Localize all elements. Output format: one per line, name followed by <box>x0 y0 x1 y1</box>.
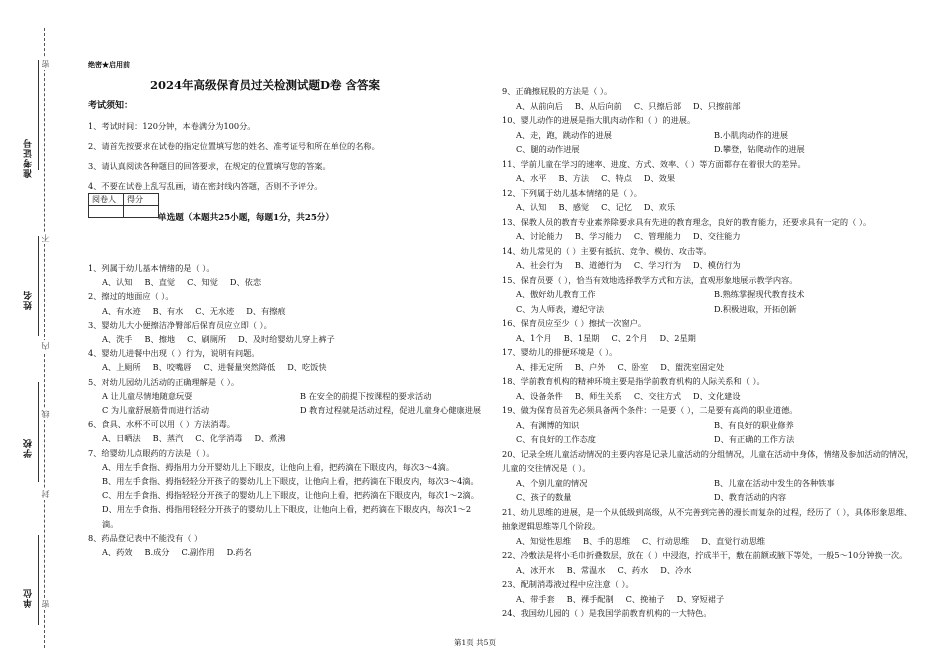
answer-option[interactable]: D、交往能力 <box>693 231 741 241</box>
option-row <box>502 287 914 302</box>
question-text: 3、婴幼儿大小便擦洁净臀部后保育员应立即（ ）。 <box>88 319 272 330</box>
question-text: 19、做为保育员首先必须具备两个条件：一是要（ ），二是要有高尚的职业道德。 <box>502 405 798 415</box>
answer-option[interactable]: C、2个月 <box>611 332 648 343</box>
answer-option[interactable]: A、日晒法 <box>102 433 141 444</box>
question-block <box>502 113 914 157</box>
answer-option[interactable]: A、知觉性思维 <box>516 535 572 546</box>
answer-option[interactable]: A、药效 <box>102 547 133 558</box>
reviewer-header: 阅卷人 <box>89 194 124 206</box>
question-block <box>502 244 914 273</box>
notice-item: 1、考试时间：120分钟，本卷满分为100分。 <box>88 121 256 131</box>
question-text: 2、擦过的地面应（ ）。 <box>88 291 174 302</box>
score-table <box>88 193 159 218</box>
answer-option[interactable]: C、记忆 <box>601 202 632 212</box>
answer-option[interactable]: B、蒸汽 <box>152 433 184 444</box>
answer-option[interactable]: D、煮沸 <box>254 433 286 444</box>
option-row <box>502 200 914 215</box>
question-block <box>88 446 483 531</box>
answer-option[interactable]: D、有正确的工作方法 <box>714 434 795 444</box>
answer-option[interactable]: D、欢乐 <box>643 202 676 212</box>
question-block <box>502 374 914 403</box>
answer-option[interactable]: D、文化建设 <box>693 390 741 401</box>
answer-option[interactable]: B、咬嘴唇 <box>152 362 192 373</box>
unit-field[interactable] <box>38 535 39 625</box>
score-header: 得分 <box>124 194 159 206</box>
question-block <box>502 577 914 606</box>
option-row <box>502 128 914 143</box>
answer-option[interactable]: B、感觉 <box>558 202 590 212</box>
answer-option[interactable]: A、社会行为 <box>516 260 563 270</box>
question-text: 18、学前教育机构的精神环境主要是指学前教育机构的人际关系和（ ）。 <box>502 376 765 386</box>
question-text: 14、幼儿常见的（ ）主要有抵抗、竞争、模仿、攻击等。 <box>502 245 712 256</box>
question-text: 7、给婴幼儿点眼药的方法是（ ）。 <box>88 447 215 458</box>
answer-option[interactable]: C 为儿童舒展筋骨而进行活动 <box>102 405 210 416</box>
notice-item: 2、请首先按要求在试卷的指定位置填写您的姓名、准考证号和所在单位的名称。 <box>88 141 380 151</box>
answer-option[interactable]: A、有水迹 <box>102 305 141 316</box>
answer-option[interactable]: B、1星期 <box>563 332 600 343</box>
answer-option[interactable]: A、设备条件 <box>516 390 563 401</box>
answer-option[interactable]: A、冰开水 <box>516 564 555 575</box>
question-text: 11、学前儿童在学习的速率、进度、方式、效率、（ ）等方面都存在着很大的差异。 <box>502 158 806 169</box>
answer-option[interactable]: C、化学消毒 <box>195 433 243 444</box>
question-text: 10、婴儿动作的进展是指大肌肉动作和（ ）的进展。 <box>502 115 696 125</box>
answer-option[interactable]: B、师生关系 <box>574 390 622 401</box>
question-block <box>502 273 914 317</box>
answer-option[interactable]: C、管理能力 <box>633 231 682 241</box>
answer-option[interactable]: D、只擦前部 <box>693 100 741 111</box>
notice-item: 3、请认真阅读各种题目的回答要求，在规定的位置填写您的答案。 <box>88 161 331 171</box>
answer-option[interactable]: D.药名 <box>226 547 252 558</box>
notice-item: 4、不要在试卷上乱写乱画，请在密封线内答题，否则不予评分。 <box>88 181 323 191</box>
option-row <box>502 142 914 157</box>
question-text: 21、幼儿思维的进展，是一个从低级到高级，从不完善到完善的漫长而复杂的过程，经历了（ ），具体形象思维、抽象逻辑思维等几个阶段。 <box>502 506 913 531</box>
exam-number-field[interactable] <box>38 60 39 170</box>
answer-option[interactable]: D、用左手食指、拇指用轻轻分开孩子的婴幼儿上下眼皮，让他向上看，把药滴在下眼皮内，每次1～2滴。 <box>102 504 472 529</box>
answer-option[interactable]: B、从后向前 <box>574 100 622 111</box>
question-text: 23、配制消毒液过程中应注意（ ）。 <box>502 579 634 589</box>
answer-option[interactable]: D、吃饭快 <box>287 362 327 373</box>
binding-margin <box>0 0 60 671</box>
question-text: 22、冷敷法是将小毛巾折叠数层，放在（ ）中浸泡，拧成半干，敷在前额或腋下等处，一般5～10分钟换一次。 <box>502 550 908 560</box>
option-row <box>502 418 914 433</box>
answer-option[interactable]: B、擦地 <box>144 334 176 345</box>
answer-option[interactable]: D、效果 <box>643 173 676 183</box>
question-text: 6、食具、水杯不可以用（ ）方法消毒。 <box>88 419 235 430</box>
answer-option[interactable]: A、洗手 <box>102 334 133 345</box>
question-block <box>88 531 483 559</box>
page-footer: 第1页 共5页 <box>454 638 496 647</box>
question-block <box>502 548 914 577</box>
answer-option[interactable]: A、有渊博的知识 <box>516 419 580 430</box>
question-block <box>88 318 483 346</box>
question-block <box>502 215 914 244</box>
answer-option[interactable]: A、认知 <box>102 277 133 288</box>
section-title: 单选题（本题共25小题，每题1分，共25分） <box>158 213 334 223</box>
question-text: 1、列属于幼儿基本情绪的是（ ）。 <box>88 263 215 273</box>
option-row <box>502 171 914 186</box>
answer-option[interactable]: B.成分 <box>144 547 170 558</box>
answer-option[interactable]: B、户外 <box>574 361 606 372</box>
answer-option[interactable]: C、只擦后部 <box>633 100 682 111</box>
answer-option[interactable]: C、孩子的数量 <box>516 492 572 502</box>
question-block <box>88 261 483 289</box>
answer-option[interactable]: A、带手套 <box>516 593 555 604</box>
answer-option[interactable]: D.积极进取，开拓创新 <box>714 303 797 314</box>
answer-option[interactable]: B、有良好的职业修养 <box>714 419 794 430</box>
answer-option[interactable]: D、及时给婴幼儿穿上裤子 <box>238 334 335 345</box>
answer-option[interactable]: B、用左手食指、拇指轻轻分开孩子的婴幼儿上下眼皮，让他向上看，把药滴在下眼皮内，每次3～4滴。 <box>102 476 479 487</box>
question-block <box>502 345 914 374</box>
question-text: 15、保育员要（ ），恰当有效地选择教学方式和方法，直观形象地展示教学内容。 <box>502 274 798 285</box>
questions-right-column <box>502 84 914 621</box>
answer-option[interactable]: D、冷水 <box>660 564 692 575</box>
seal-line <box>44 28 45 648</box>
option-row <box>88 389 483 403</box>
answer-option[interactable]: C、交往方式 <box>633 390 682 401</box>
school-label: 学校 <box>24 438 34 458</box>
answer-option[interactable]: B、学习能力 <box>574 231 622 241</box>
question-text: 17、婴幼儿的排便环境是（ ）。 <box>502 347 618 357</box>
answer-option[interactable]: C、药水 <box>617 564 649 575</box>
question-text: 9、正确擦屁股的方法是（ ）。 <box>502 86 613 96</box>
answer-option[interactable]: A 让儿童尽情地随意玩耍 <box>102 390 193 401</box>
answer-option[interactable]: D、穿短裙子 <box>676 593 725 604</box>
option-row <box>502 258 914 273</box>
answer-option[interactable]: D、有擦痕 <box>246 305 286 316</box>
question-text: 16、保育员应至少（ ）擦拭一次窗户。 <box>502 318 647 328</box>
answer-option[interactable]: C、学习行为 <box>633 260 682 270</box>
question-text: 8、药品登记表中不能没有（ ） <box>88 532 203 543</box>
answer-option[interactable]: A、走，跑，跳动作的进展 <box>516 129 612 140</box>
option-row <box>502 592 914 607</box>
unit-label: 单位 <box>24 588 34 608</box>
answer-option[interactable]: C、腿的动作进展 <box>516 144 580 154</box>
answer-option[interactable]: C、用左手食指、拇指轻轻分开孩子的婴幼儿上下眼皮，让他向上看，把药滴在下眼皮内，每次1～2滴。 <box>102 490 479 501</box>
page-title: 2024年高级保育员过关检测试题D卷 含答案 <box>150 78 380 92</box>
option-row <box>502 563 914 578</box>
question-text: 5、对幼儿园幼儿活动的正确理解是（ ）。 <box>88 376 240 387</box>
question-text: 13、保教人员的教育专业素养除要求具有先进的教育理念，良好的教育能力，还要求具有一定的（ ）。 <box>502 216 872 227</box>
answer-option[interactable]: A、排无定所 <box>516 361 563 372</box>
question-block <box>88 346 483 374</box>
option-row <box>502 534 914 549</box>
cut-mark: 密 <box>41 600 50 608</box>
answer-option[interactable]: B、有水 <box>152 305 184 316</box>
answer-option[interactable]: B、直觉 <box>144 277 176 288</box>
question-block <box>88 375 483 418</box>
answer-option[interactable]: B.小肌肉动作的进展 <box>714 129 789 140</box>
questions-left-column <box>88 261 483 559</box>
answer-option[interactable]: D、依恋 <box>229 277 262 288</box>
answer-option[interactable]: C、刷厕所 <box>187 334 227 345</box>
answer-option[interactable]: A、认知 <box>516 202 547 212</box>
answer-option[interactable]: C、有良好的工作态度 <box>516 434 596 444</box>
question-block <box>502 316 914 345</box>
option-row <box>502 389 914 404</box>
question-block <box>88 417 483 445</box>
answer-option[interactable]: B 在安全的前提下按课程的要求活动 <box>300 390 432 401</box>
answer-option[interactable]: A、水平 <box>516 173 547 183</box>
school-field[interactable] <box>38 382 39 482</box>
name-field[interactable] <box>38 236 39 336</box>
answer-option[interactable]: A、傲好幼儿教育工作 <box>516 289 596 299</box>
question-text: 4、婴幼儿进餐中出现（ ）行为，说明有问题。 <box>88 348 260 359</box>
question-block <box>502 447 914 505</box>
answer-option[interactable]: C.副作用 <box>181 547 215 558</box>
option-row <box>502 432 914 447</box>
answer-option[interactable]: B、方法 <box>558 173 590 183</box>
option-row <box>88 304 483 318</box>
name-label: 姓名 <box>24 290 34 310</box>
option-row <box>502 302 914 317</box>
score-cell[interactable] <box>124 206 159 218</box>
answer-option[interactable]: D、盥洗室固定处 <box>660 361 725 372</box>
answer-option[interactable]: C、行动思维 <box>642 535 690 546</box>
option-row <box>88 403 483 417</box>
question-text: 24、我国幼儿园的（ ）是我国学前教育机构的一大特色。 <box>502 608 712 618</box>
notice-list <box>88 116 478 196</box>
answer-option[interactable]: C、知觉 <box>187 277 218 288</box>
option-row <box>502 229 914 244</box>
answer-option[interactable]: C、挽袖子 <box>625 593 665 604</box>
answer-option[interactable]: D.攀登，钻爬动作的进展 <box>714 144 805 154</box>
answer-option[interactable]: C、无水迹 <box>195 305 235 316</box>
option-row <box>502 476 914 491</box>
answer-option[interactable]: C、进餐量突然降低 <box>203 362 276 373</box>
cut-mark: 内 <box>41 342 50 350</box>
question-text: 12、下列属于幼儿基本情绪的是（ ）。 <box>502 187 642 198</box>
option-row <box>88 360 483 374</box>
answer-option[interactable]: D、直觉行动思维 <box>701 535 766 546</box>
option-row <box>88 332 483 346</box>
answer-option[interactable]: B、裸手配制 <box>566 593 614 604</box>
secret-mark: 绝密★启用前 <box>88 60 130 69</box>
exam-number-label: 准考证号 <box>24 138 34 178</box>
answer-option[interactable]: D 教育过程就是活动过程，促进儿童身心健康进展 <box>300 405 482 416</box>
answer-option[interactable]: B、手的思维 <box>583 535 631 546</box>
option-row <box>502 331 914 346</box>
answer-option[interactable]: A、个别儿童的情况 <box>516 477 588 488</box>
option-row <box>502 99 914 114</box>
question-block <box>502 505 914 549</box>
question-text: 20、记录全班儿童活动情况的主要内容是记录儿童活动的分组情况，儿童在活动中身体，情绪及参加活动的情况，儿童的交往情况是（ ）。 <box>502 448 914 473</box>
option-row <box>502 490 914 505</box>
answer-option[interactable]: A、上厕所 <box>102 362 141 373</box>
answer-option[interactable]: B、道德行为 <box>574 260 622 270</box>
cut-mark: 封 <box>41 490 50 498</box>
answer-option[interactable]: A、讨论能力 <box>516 231 563 241</box>
question-block <box>502 403 914 447</box>
answer-option[interactable]: C、特点 <box>601 173 632 183</box>
answer-option[interactable]: A、1个月 <box>516 332 552 343</box>
cut-mark: 密 <box>41 60 50 68</box>
notice-heading: 考试须知： <box>88 101 134 111</box>
question-block <box>502 606 914 621</box>
question-block <box>502 186 914 215</box>
reviewer-cell[interactable] <box>89 206 124 218</box>
answer-option[interactable]: A、用左手食指、拇指用力分开婴幼儿上下眼皮，让他向上看，把药滴在下眼皮内，每次3～4滴。 <box>102 461 455 472</box>
option-row <box>88 431 483 445</box>
answer-option[interactable]: A、从前向后 <box>516 100 563 111</box>
question-block <box>502 157 914 186</box>
answer-option[interactable]: B、常温水 <box>566 564 606 575</box>
answer-option[interactable]: C、为人师表，遵纪守法 <box>516 303 605 314</box>
answer-option[interactable]: C、卧室 <box>617 361 649 372</box>
cut-mark: 线 <box>41 410 50 418</box>
option-row <box>88 275 483 289</box>
question-block <box>502 84 914 113</box>
cut-mark: 不 <box>41 234 50 242</box>
option-row <box>502 360 914 375</box>
answer-option[interactable]: D、2星期 <box>659 332 696 343</box>
answer-option[interactable]: D、教育活动的内容 <box>714 492 787 502</box>
answer-option[interactable]: B.熟练掌握现代教育技术 <box>714 289 805 299</box>
option-row <box>88 545 483 559</box>
question-block <box>88 289 483 317</box>
answer-option[interactable]: D、模仿行为 <box>693 260 741 270</box>
answer-option[interactable]: B、儿童在活动中发生的各种铁事 <box>714 477 835 488</box>
